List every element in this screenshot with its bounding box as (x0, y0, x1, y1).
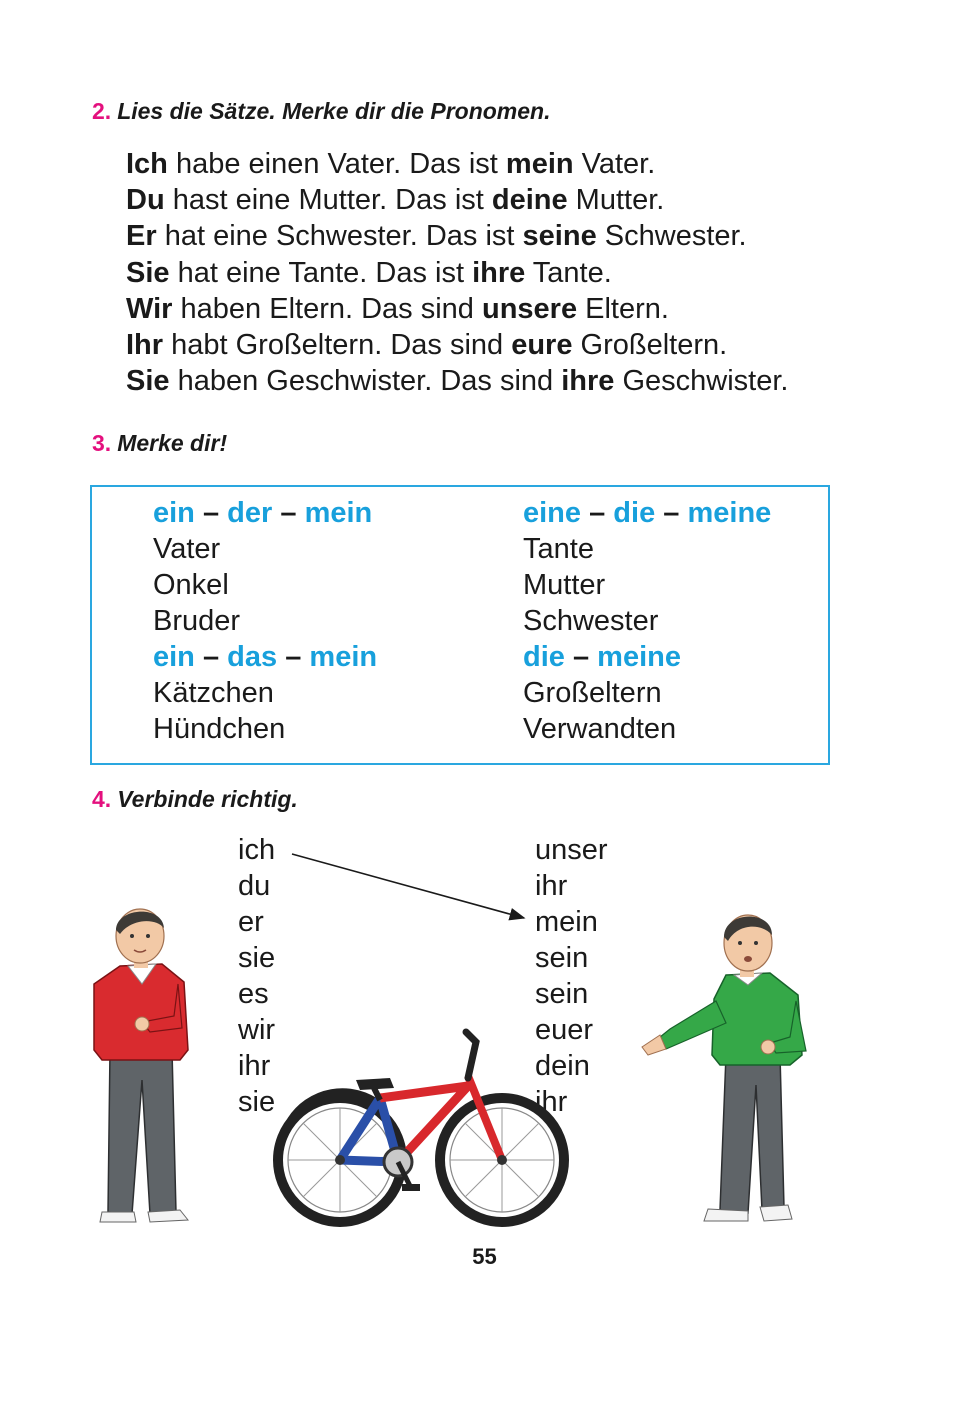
sentence-text: hast eine Mutter. Das ist (164, 184, 492, 217)
possessive-item[interactable]: sein (535, 978, 589, 1010)
pronoun: Sie (126, 365, 170, 398)
pronoun: Wir (126, 292, 173, 325)
sentence-text: haben Geschwister. Das sind (169, 365, 562, 398)
possessive-item[interactable]: dein (535, 1050, 590, 1082)
task-3-instruction: Merke dir! (117, 430, 228, 456)
noun: Onkel (153, 569, 229, 601)
article-header-feminine: eine – die – meine (523, 497, 772, 529)
pronoun-item[interactable]: du (238, 870, 271, 902)
possessive: ihre (561, 365, 615, 398)
possessive: seine (522, 220, 597, 253)
pronoun-item[interactable]: ich (238, 834, 276, 866)
task-4-number: 4. (92, 786, 112, 812)
pronoun-item[interactable]: es (238, 978, 269, 1010)
sentence-text: hat eine Tante. Das ist (169, 256, 473, 289)
possessive-item[interactable]: sein (535, 942, 589, 974)
sentence-text: haben Eltern. Das sind (172, 292, 482, 325)
possessive-item[interactable]: euer (535, 1014, 594, 1046)
possessive: unsere (481, 292, 578, 325)
article-header-plural: die – meine (523, 641, 681, 673)
sentence-text: habt Großeltern. Das sind (163, 329, 512, 362)
task-4-instruction: Verbinde richtig. (117, 786, 298, 812)
noun: Großeltern (523, 677, 662, 709)
sentence-text: Großeltern. (572, 329, 728, 362)
pronoun-item[interactable]: sie (238, 942, 276, 974)
boy-green-sweater-illustration (630, 905, 810, 1230)
sentence-text: Mutter. (567, 184, 665, 217)
sentence-text: Schwester. (596, 220, 747, 253)
article-header-masculine: ein – der – mein (153, 497, 373, 529)
possessive: mein (505, 148, 574, 180)
task-3-number: 3. (92, 430, 112, 456)
sentence-text: hat eine Schwester. Das ist (156, 220, 523, 253)
pronoun-item[interactable]: wir (238, 1014, 276, 1046)
sentence-text: habe einen Vater. Das ist (167, 148, 506, 180)
pronoun: Ich (126, 148, 168, 180)
noun: Tante (523, 533, 594, 565)
page-number: 55 (472, 1244, 497, 1269)
noun: Kätzchen (153, 677, 274, 709)
boy-red-sweater-illustration (80, 900, 210, 1230)
possessive-item[interactable]: ihr (535, 1086, 568, 1118)
sentence-text: Geschwister. (614, 365, 789, 398)
task-2-number: 2. (92, 98, 112, 124)
noun: Vater (153, 533, 221, 565)
pronoun-item[interactable]: sie (238, 1086, 276, 1118)
sentence-text: Tante. (525, 256, 612, 289)
sentence-text: Eltern. (577, 292, 669, 325)
possessive: eure (511, 329, 573, 362)
pronoun-item[interactable]: ihr (238, 1050, 271, 1082)
pronoun: Sie (126, 256, 170, 289)
task-2-instruction: Lies die Sätze. Merke dir die Pronomen. (117, 98, 551, 124)
pronoun: Ihr (126, 329, 164, 362)
noun: Bruder (153, 605, 241, 637)
noun: Verwandten (523, 713, 677, 745)
possessive-item[interactable]: unser (535, 834, 608, 866)
article-header-neuter: ein – das – mein (153, 641, 378, 673)
possessive: ihre (472, 256, 526, 289)
possessive-item[interactable]: ihr (535, 870, 568, 902)
pronoun: Er (126, 220, 157, 253)
noun: Schwester (523, 605, 659, 637)
pronoun-item[interactable]: er (238, 906, 264, 938)
noun: Mutter (523, 569, 606, 601)
noun: Hündchen (153, 713, 286, 745)
pronoun: Du (126, 184, 165, 217)
possessive-item[interactable]: mein (535, 906, 598, 938)
possessive: deine (491, 184, 568, 217)
sentence-text: Vater. (573, 148, 656, 180)
bicycle-illustration (270, 1020, 570, 1230)
